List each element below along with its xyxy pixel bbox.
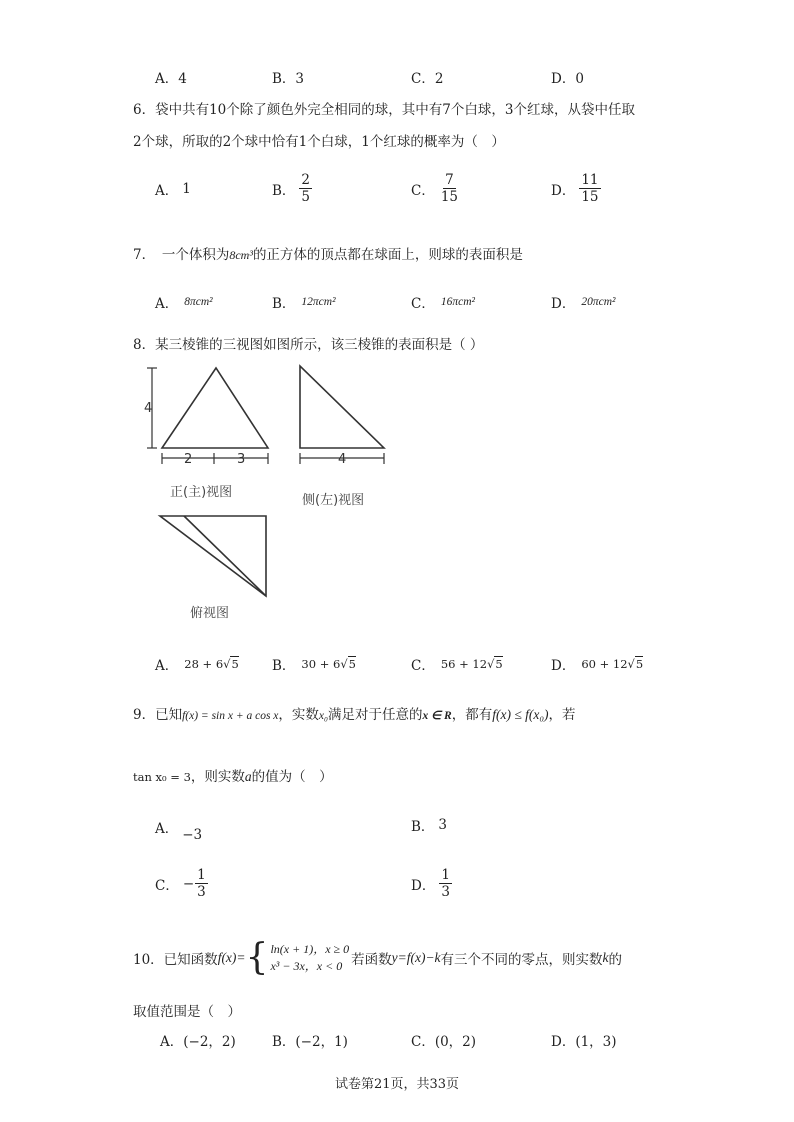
q6-stem-line2: 2个球，所取的2个球中恰有1个白球，1个红球的概率为（ ） [133, 134, 505, 150]
q6-c-fraction: $\frac{7}{15}$ [440, 172, 459, 206]
q6-option-d: D． $\frac{11}{15}$ [551, 172, 599, 206]
q7-option-c: C． 16πcm² [411, 296, 475, 312]
q10-option-c: C．(0，2) [411, 1034, 477, 1050]
top-caption: 俯视图 [190, 606, 230, 621]
side-caption: 侧(左)视图 [302, 493, 365, 508]
q5-option-a: A．4 [155, 71, 187, 87]
q5-option-c: C．2 [411, 71, 444, 87]
q6-option-c: C． $\frac{7}{15}$ [411, 172, 459, 206]
q8-stem: 8．某三棱锥的三视图如图所示，该三棱锥的表面积是（ ） [133, 337, 484, 353]
piecewise-cases: ln(x + 1)，x ≥ 0 x³ − 3x，x < 0 [270, 941, 350, 973]
q8-three-view-figure [140, 358, 400, 628]
top-view [160, 516, 266, 596]
q5-option-d: D．0 [551, 71, 584, 87]
q8-option-b: B． 30 + 6√5 [272, 657, 356, 674]
q8-option-a: A． 28 + 6√5 [155, 657, 239, 674]
side-base-label: 4 [338, 452, 347, 467]
q9-option-b: B． 3 [411, 817, 448, 835]
q9-stem-line1: 9．已知f(x) = sin x + a cos x，实数x₀满足对于任意的x ∈ R，都有f(x) ≤ f(x₀)，若 [133, 707, 576, 723]
q10-option-a: A．(−2，2) [160, 1034, 236, 1050]
q8-option-c: C． 56 + 12√5 [411, 657, 503, 674]
q10-option-b: B．(−2，1) [272, 1034, 348, 1050]
q7-option-b: B． 12πcm² [272, 296, 336, 312]
q9-option-a: A． −3 [155, 821, 203, 843]
q6-option-b: B． $\frac{2}{5}$ [272, 172, 311, 206]
page-footer: 试卷第21页，共33页 [334, 1077, 460, 1092]
q7-option-a: A． 8πcm² [155, 296, 213, 312]
front-caption: 正(主)视图 [170, 485, 233, 500]
q10-stem-line1: 10．已知函数 f(x)= { ln(x + 1)，x ≥ 0 x³ − 3x，x < 0 若函数 y=f(x)−k 有三个不同的零点，则实数 k 的 [133, 937, 623, 978]
q7-stem: 7． 一个体积为8cm³的正方体的顶点都在球面上，则球的表面积是 [133, 247, 523, 263]
q9-c-fraction: $\frac{1}{3}$ [197, 867, 206, 901]
q10-stem-line2: 取值范围是（ ） [133, 1004, 241, 1020]
q9-stem-line2: tan x₀ = 3，则实数a的值为（ ） [133, 769, 333, 785]
q6-d-fraction: $\frac{11}{15}$ [581, 172, 599, 206]
q9-option-d: D． $\frac{1}{3}$ [411, 867, 450, 901]
q5-option-b: B．3 [272, 71, 305, 87]
q8-option-d: D． 60 + 12√5 [551, 657, 644, 674]
q6-b-fraction: $\frac{2}{5}$ [301, 172, 311, 206]
q6-option-a: A． 1 [155, 181, 191, 199]
q9-option-c: C． − $\frac{1}{3}$ [155, 867, 206, 901]
q9-d-fraction: $\frac{1}{3}$ [441, 867, 450, 901]
front-height-label: 4 [144, 401, 153, 416]
q10-option-d: D．(1，3) [551, 1034, 617, 1050]
piecewise-brace: { [245, 937, 269, 978]
front-left-label: 2 [184, 452, 193, 467]
q7-option-d: D． 20πcm² [551, 296, 616, 312]
front-right-label: 3 [237, 452, 246, 467]
side-view [300, 366, 384, 464]
q6-stem-line1: 6．袋中共有10个除了颜色外完全相同的球，其中有7个白球，3个红球，从袋中任取 [133, 102, 635, 118]
front-view [147, 368, 268, 464]
